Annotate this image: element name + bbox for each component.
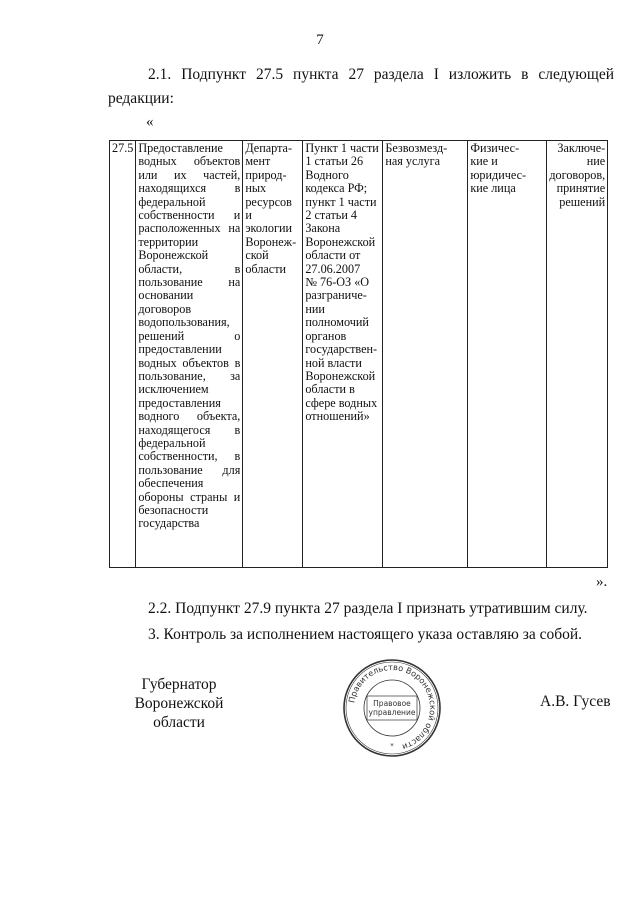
- svg-text:Правительство Воронежской обла: Правительство Воронежской области: [346, 661, 439, 753]
- signatory-title-line1: Губернатор: [141, 676, 217, 693]
- signatory-title: [108, 675, 250, 732]
- paragraph-2-1: 2.1. Подпункт 27.5 пункта 27 раздела I изложить в следующей: [148, 66, 614, 83]
- page-number: 7: [316, 32, 324, 48]
- cell-recipients: Физичес- кие и юридичес- кие лица: [468, 141, 547, 568]
- cell-result: Заключе- ние договоров, принятие решений: [547, 141, 608, 568]
- cell-legal-basis: Пункт 1 части 1 статьи 26 Водного кодекса РФ; пункт 1 части 2 статьи 4 Закона Воронежской области от 27.06.2007 № 76-ОЗ «О разграниче- нии полномочий органов государствен- ной власти Воронежской области в сфере водных отношений»: [303, 141, 383, 568]
- opening-quote: «: [146, 114, 154, 130]
- signatory-title-line2: Воронежской области: [134, 695, 224, 731]
- official-seal: [342, 658, 442, 758]
- paragraph-3: 3. Контроль за исполнением настоящего указа оставляю за собой.: [148, 626, 583, 643]
- signatory-name: А.В. Гусев: [540, 693, 611, 710]
- svg-text:*: *: [390, 742, 394, 750]
- cell-service-name: Предоставление водных объектов или их частей, находящихся в федеральной собственности и расположенных на территории Воронежской области, в пользование на основании договоров водопользования, решений о предоставлении водных объектов в пользование, за исключением предоставления водного объекта, находящегося в федеральной собственности, в пользование для обеспечения обороны страны и безопасности государства: [136, 141, 243, 568]
- svg-text:Правовое: Правовое: [373, 699, 411, 708]
- cell-fee: Безвозмезд- ная услуга: [383, 141, 468, 568]
- cell-number: 27.5: [110, 141, 136, 568]
- paragraph-2-1-continuation: редакции:: [108, 90, 174, 107]
- services-table: [109, 140, 608, 568]
- cell-department: Департа- мент природ- ных ресурсов и экологии Воронеж- ской области: [243, 141, 303, 568]
- paragraph-2-2: 2.2. Подпункт 27.9 пункта 27 раздела I признать утратившим силу.: [148, 600, 588, 617]
- closing-quote: ».: [596, 574, 608, 590]
- svg-text:управление: управление: [368, 708, 416, 717]
- table-row: [110, 141, 608, 568]
